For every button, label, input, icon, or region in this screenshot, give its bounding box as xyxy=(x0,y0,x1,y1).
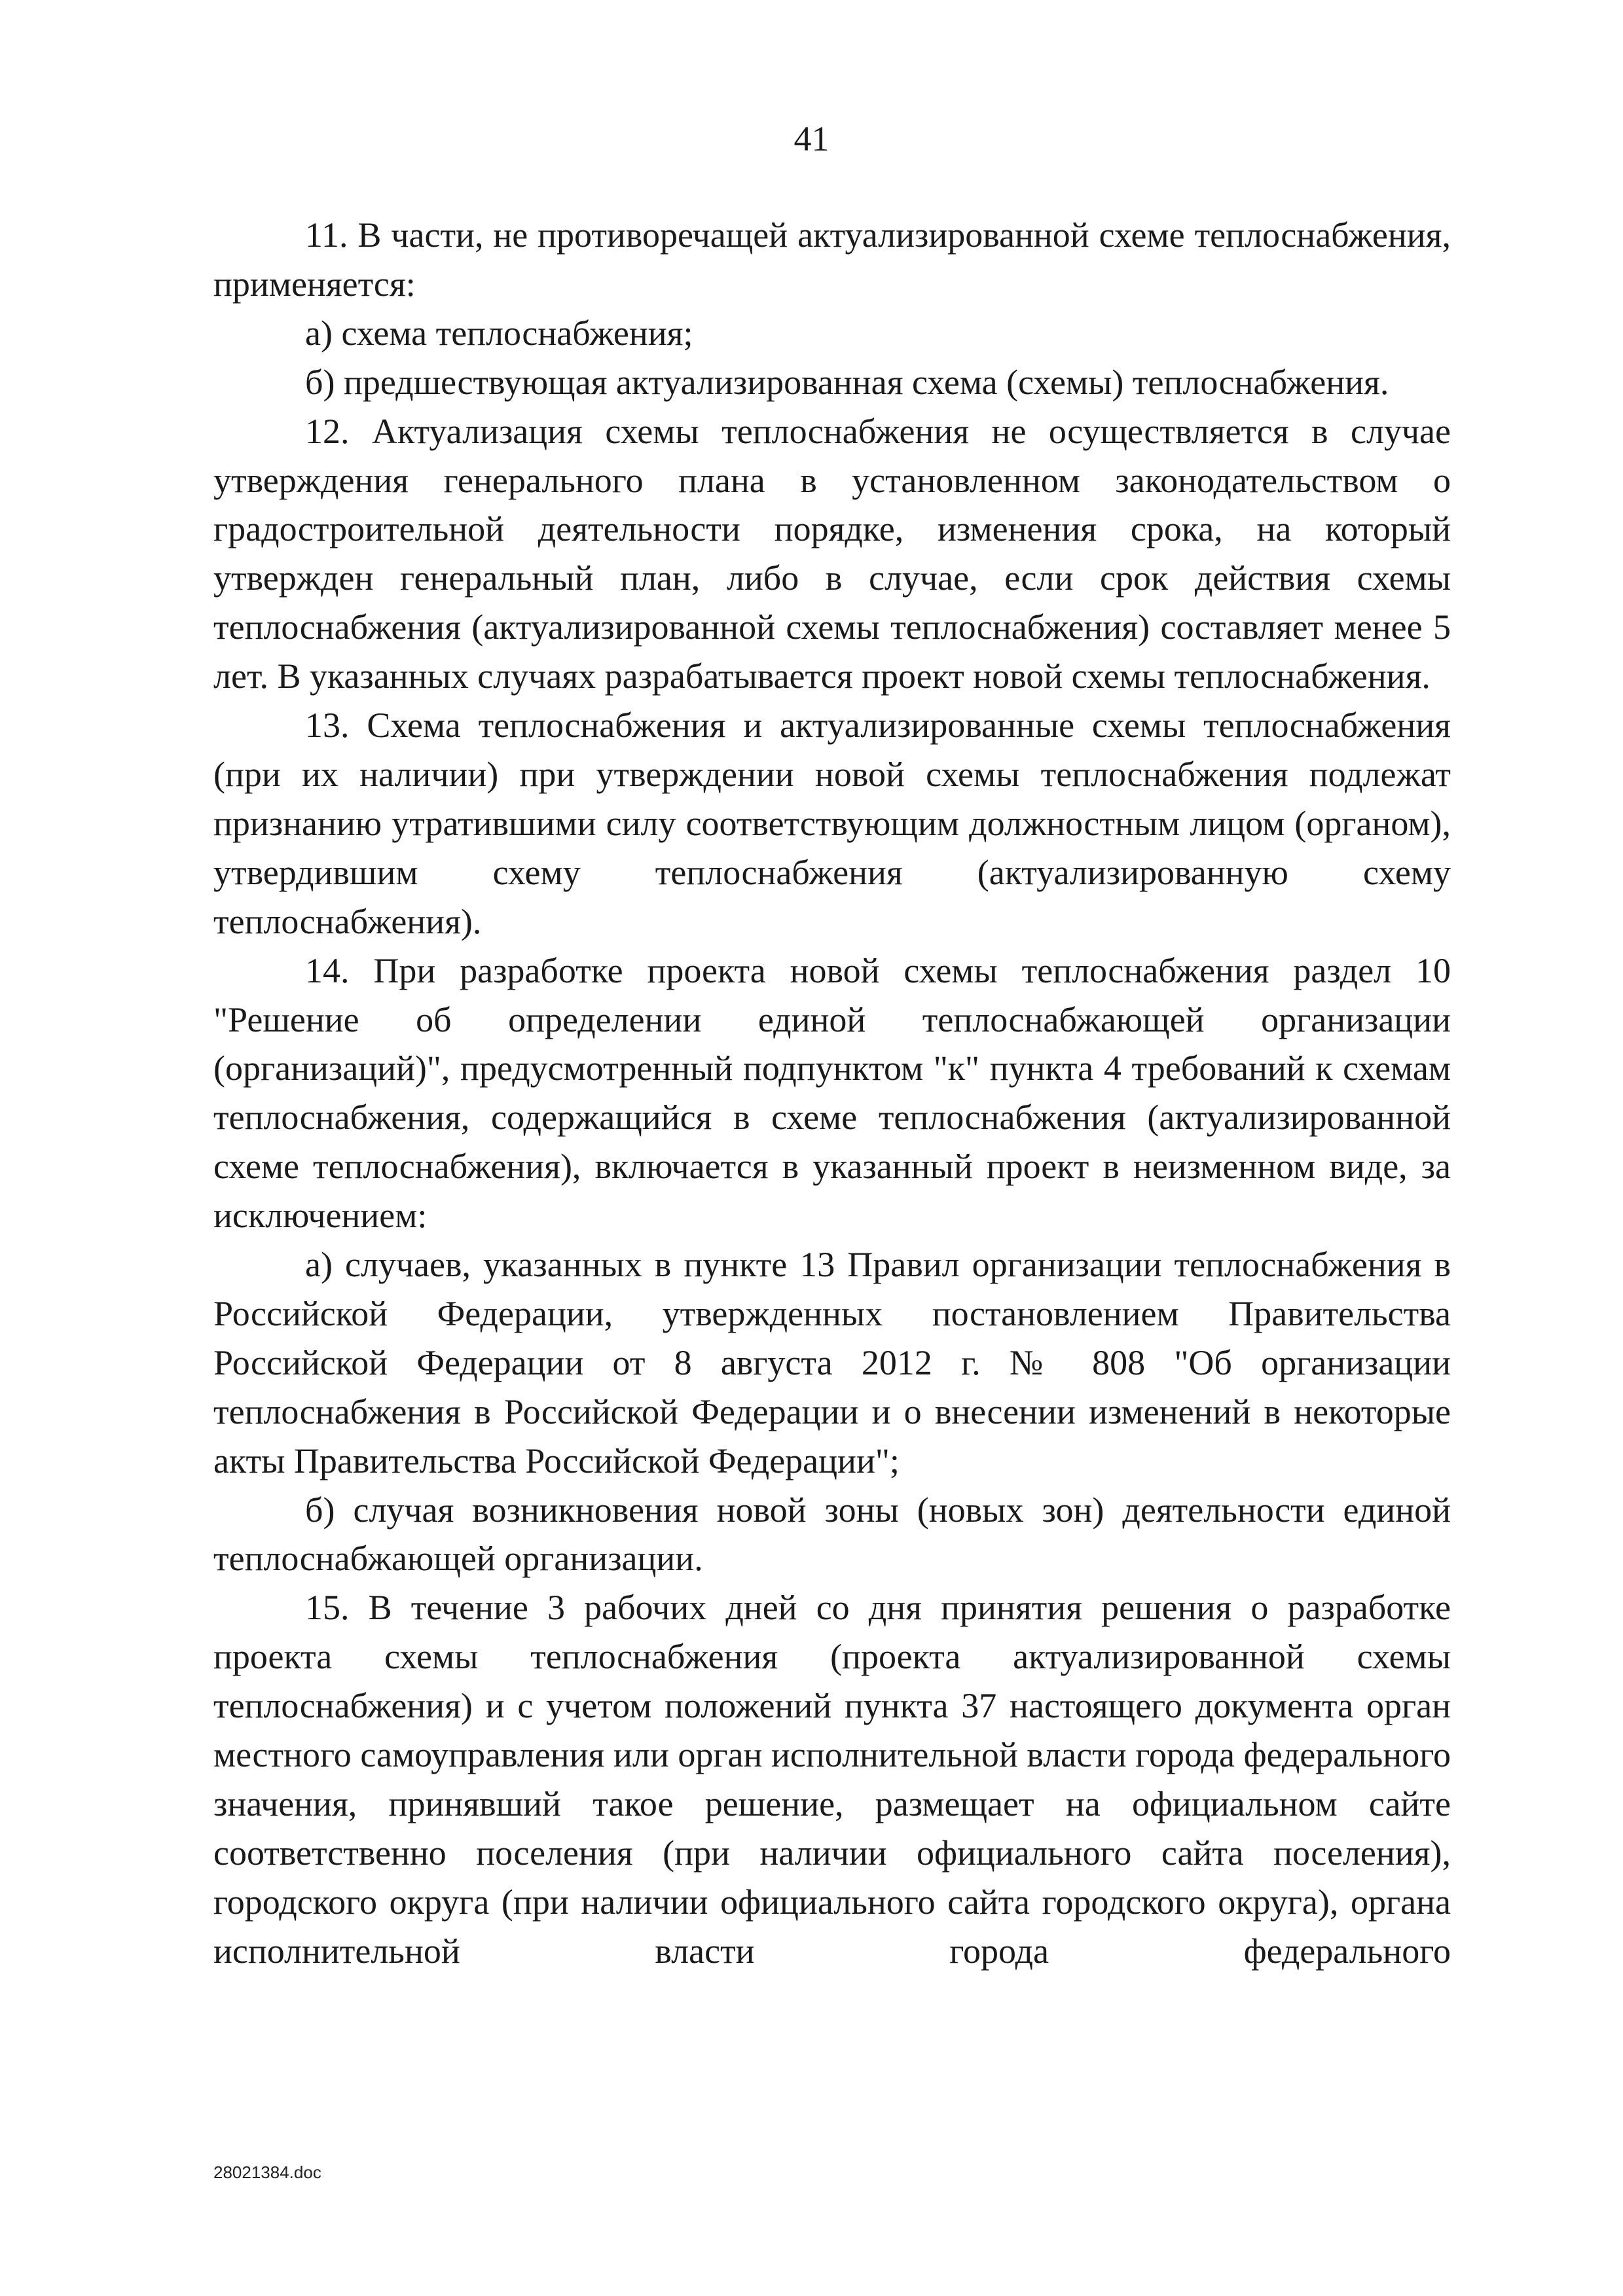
paragraph-11: 11. В части, не противоречащей актуализированной схеме теплоснабжения, применяется: xyxy=(213,215,1451,304)
page-number: 41 xyxy=(793,119,830,158)
document-body xyxy=(213,211,1451,1976)
paragraph-14-b: б) случая возникновения новой зоны (новых зон) деятельности единой теплоснабжающей организации. xyxy=(213,1490,1451,1579)
paragraph-11-a: а) схема теплоснабжения; xyxy=(305,313,693,353)
paragraph-12: 12. Актуализация схемы теплоснабжения не осуществляется в случае утверждения генерального плана в установленном законодательством о градостроительной деятельности порядке, изменения срока, на который утвержден генеральный план, либо в случае, если срок действия схемы теплоснабжения (актуализированной схемы теплоснабжения) составляет менее 5 лет. В указанных случаях разрабатывается проект новой схемы теплоснабжения. xyxy=(213,411,1451,696)
paragraph-14: 14. При разработке проекта новой схемы теплоснабжения раздел 10 "Решение об определении единой теплоснабжающей организации (организаций)", предусмотренный подпунктом "к" пункта 4 требований к схемам теплоснабжения, содержащийся в схеме теплоснабжения (актуализированной схеме теплоснабжения), включается в указанный проект в неизменном виде, за исключением: xyxy=(213,950,1451,1236)
paragraph-15: 15. В течение 3 рабочих дней со дня принятия решения о разработке проекта схемы теплоснабжения (проекта актуализированной схемы теплоснабжения) и с учетом положений пункта 37 настоящего документа орган местного самоуправления или орган исполнительной власти города федерального значения, принявший такое решение, размещает на официальном сайте соответственно поселения (при наличии официального сайта поселения), городского округа (при наличии официального сайта городского округа), органа исполнительной власти города федерального xyxy=(213,1588,1451,1971)
document-file-code: 28021384.doc xyxy=(213,2162,321,2182)
paragraph-14-a: а) случаев, указанных в пункте 13 Правил организации теплоснабжения в Российской Федерации, утвержденных постановлением Правительства Российской Федерации от 8 августа 2012 г. № 808 "Об организации теплоснабжения в Российской Федерации и о внесении изменений в некоторые акты Правительства Российской Федерации"; xyxy=(213,1245,1451,1480)
paragraph-11-b: б) предшествующая актуализированная схема (схемы) теплоснабжения. xyxy=(305,362,1389,402)
paragraph-13: 13. Схема теплоснабжения и актуализированные схемы теплоснабжения (при их наличии) при утверждении новой схемы теплоснабжения подлежат признанию утратившими силу соответствующим должностным лицом (органом), утвердившим схему теплоснабжения (актуализированную схему теплоснабжения). xyxy=(213,706,1451,941)
